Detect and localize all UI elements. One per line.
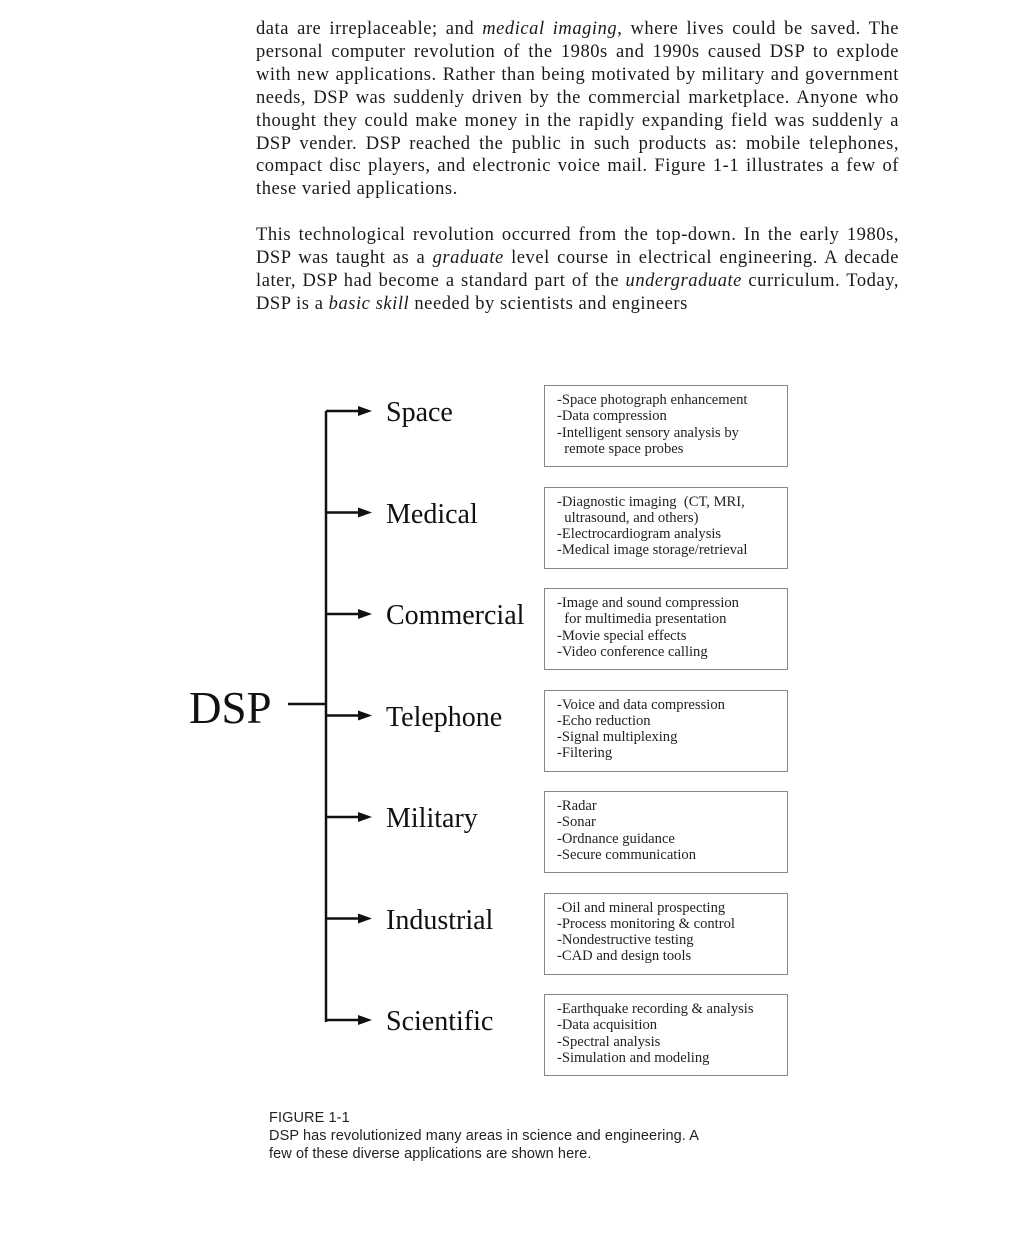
category-label-military: Military <box>386 803 478 834</box>
caption-line: DSP has revolutionized many areas in science and engineering. A <box>269 1128 700 1144</box>
category-label-scientific: Scientific <box>386 1006 494 1037</box>
arrowhead-icon <box>358 609 372 619</box>
arrowhead-icon <box>358 914 372 924</box>
emphasis-text: undergraduate <box>625 271 742 292</box>
application-item: -Filtering <box>557 745 613 762</box>
arrowhead-icon <box>358 406 372 416</box>
application-item: -Secure communication <box>557 846 696 863</box>
body-text-run: level course in electrical engineering. A decade later, DSP had become a standard part of the <box>256 248 899 292</box>
category-label-space: Space <box>386 397 453 428</box>
application-item: ultrasound, and others) <box>557 509 699 526</box>
application-item: -Voice and data compression <box>557 696 725 713</box>
application-item: -Data compression <box>557 408 667 425</box>
application-box-telephone <box>544 690 788 772</box>
application-item: -Earthquake recording & analysis <box>557 1001 754 1017</box>
application-box-commercial <box>544 588 788 670</box>
body-text-run: needed by scientists and engineers <box>409 293 688 314</box>
application-item: -Process monitoring & control <box>557 915 735 932</box>
arrowhead-icon <box>358 508 372 518</box>
application-item: -Movie special effects <box>557 627 687 644</box>
category-label-commercial: Commercial <box>386 600 525 631</box>
application-item: remote space probes <box>557 440 684 457</box>
emphasis-text: basic skill <box>328 293 410 314</box>
dsp-root-label: DSP <box>189 683 272 733</box>
category-label-industrial: Industrial <box>386 904 494 936</box>
body-text-run: data are irreplaceable; and <box>256 19 483 39</box>
application-item: -Electrocardiogram analysis <box>557 526 722 543</box>
application-item: -Echo reduction <box>557 712 651 729</box>
application-item: -Ordnance guidance <box>557 830 675 847</box>
category-label-telephone: Telephone <box>386 701 503 733</box>
application-box-industrial <box>544 893 788 975</box>
figure-caption <box>269 1109 739 1163</box>
arrowhead-icon <box>358 1015 372 1025</box>
application-item: -Diagnostic imaging (CT, MRI, <box>557 493 745 510</box>
body-text-run: curriculum. Today, DSP is a <box>256 271 899 314</box>
caption-title: FIGURE 1-1 <box>269 1110 350 1126</box>
application-box-military <box>544 791 788 873</box>
caption-line: few of these diverse applications are shown here. <box>269 1146 592 1162</box>
body-text-run: This technological revolution occurred from the top-down. In the early 1980s, DSP was taught as a <box>256 225 899 269</box>
emphasis-text: medical imaging <box>482 19 618 39</box>
application-item: -Simulation and modeling <box>557 1049 710 1066</box>
application-item: -Oil and mineral prospecting <box>557 899 726 916</box>
application-item: -Image and sound compression <box>557 595 739 611</box>
application-item: -Medical image storage/retrieval <box>557 542 748 559</box>
application-box-space <box>544 385 788 467</box>
application-box-medical <box>544 487 788 569</box>
application-item: -Space photograph enhancement <box>557 392 748 408</box>
arrowhead-icon <box>358 711 372 721</box>
application-item: -Nondestructive testing <box>557 932 694 949</box>
application-item: -Radar <box>557 798 597 814</box>
application-item: -Sonar <box>557 814 596 831</box>
application-item: -Intelligent sensory analysis by <box>557 424 739 441</box>
emphasis-text: graduate <box>432 248 504 269</box>
application-box-scientific <box>544 994 788 1076</box>
application-item: -Spectral analysis <box>557 1033 661 1050</box>
arrowhead-icon <box>358 812 372 822</box>
application-item: -Data acquisition <box>557 1017 658 1034</box>
application-item: -Video conference calling <box>557 643 708 660</box>
category-label-medical: Medical <box>386 498 478 530</box>
body-text-run: , where lives could be saved. The personal computer revolution of the 1980s and 1990s caused DSP to explode with new applications. Rather than being motivated by military and government needs, DSP was suddenly driven by the commercial marketplace. Anyone who thought they could make money in the rapidly expanding field was suddenly a DSP vender. DSP reached the public in such products as: mobile telephones, compact disc players, and electronic voice mail. Figure 1-1 illustrates a few of these varied applications. <box>256 19 900 200</box>
application-item: -Signal multiplexing <box>557 729 678 746</box>
application-item: for multimedia presentation <box>557 611 727 628</box>
application-item: -CAD and design tools <box>557 948 692 965</box>
